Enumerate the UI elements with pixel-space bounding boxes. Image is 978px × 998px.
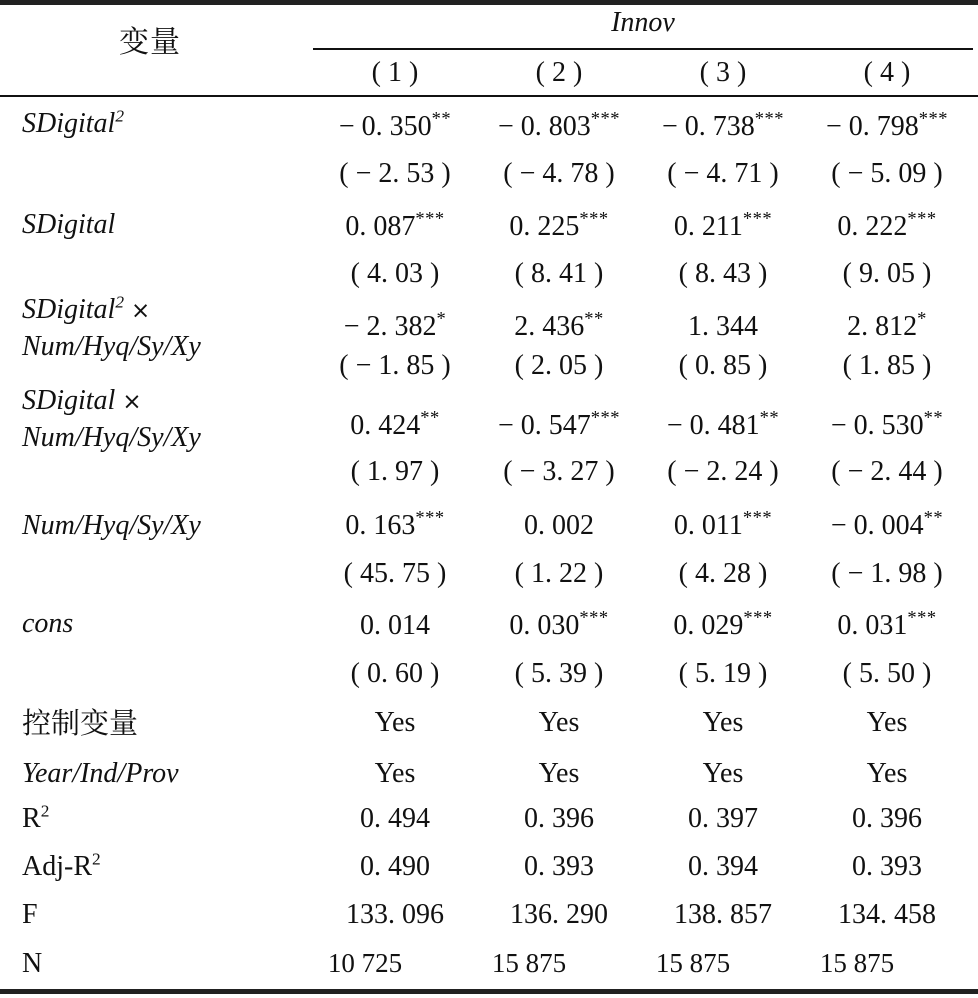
row-label-1: SDigital [22,209,116,240]
stat-value-r3-c2: 0. 393 [524,851,594,882]
t-statistic-r2-c1: ( − 1. 85 ) [339,350,451,381]
stat-value-r5-c2: 15 875 [491,948,567,978]
coefficient-r5-c1: 0. 014 [360,610,430,641]
row-label-2: SDigital$^2$ × Num/Hyq/Sy/Xy [22,292,201,362]
stat-value-r5-c1: 10 725 [327,948,403,978]
header-variable-label: 变量 [119,25,181,60]
stat-value-r5-c4: 15 875 [819,948,895,978]
column-header-4: ( 4 ) [863,57,911,88]
coefficient-r0-c1: − 0. 350** [338,108,452,142]
coefficient-r3-c1: 0. 424** [350,407,440,441]
coefficient-r3-c4: − 0. 530** [830,407,944,441]
coefficient-r2-c4: 2. 812* [847,308,927,342]
t-statistic-r1-c2: ( 8. 41 ) [514,258,604,289]
t-statistic-r3-c1: ( 1. 97 ) [350,456,440,487]
coefficient-r3-c2: − 0. 547*** [498,407,620,441]
coefficient-r5-c2: 0. 030*** [509,607,609,641]
coefficient-r1-c3: 0. 211*** [673,208,773,242]
column-header-2: ( 2 ) [535,57,583,88]
t-statistic-r1-c4: ( 9. 05 ) [842,258,932,289]
coefficient-r4-c1: 0. 163*** [345,507,445,541]
stat-value-r4-c3: 138. 857 [674,899,772,930]
t-statistic-r4-c1: ( 45. 75 ) [343,558,447,589]
t-statistic-r3-c4: ( − 2. 44 ) [831,456,943,487]
stat-value-r3-c3: 0. 394 [688,851,758,882]
t-statistic-r0-c3: ( − 4. 71 ) [667,158,779,189]
coefficient-r4-c2: 0. 002 [524,510,594,541]
stat-value-r0-c1: Yes [374,707,416,738]
stat-value-r3-c4: 0. 393 [852,851,922,882]
t-statistic-r1-c1: ( 4. 03 ) [350,258,440,289]
row-label-4: Num/Hyq/Sy/Xy [22,510,201,541]
stat-value-r1-c1: Yes [374,758,416,789]
coefficient-r5-c3: 0. 029*** [673,607,773,641]
stat-label-5: N [22,948,43,979]
stat-label-1: Year/Ind/Prov [22,758,179,789]
coefficient-r0-c2: − 0. 803*** [498,108,620,142]
row-label-0: SDigital$^2$ [22,106,125,139]
coefficient-r1-c1: 0. 087*** [345,208,445,242]
coefficient-r2-c3: 1. 344 [688,311,758,342]
stat-label-4: F [22,899,38,930]
stat-value-r1-c3: Yes [702,758,744,789]
t-statistic-r0-c2: ( − 4. 78 ) [503,158,615,189]
coefficient-r3-c3: − 0. 481** [666,407,780,441]
stat-value-r4-c2: 136. 290 [510,899,608,930]
stat-label-3: Adj-$R^2$ [22,849,101,882]
stat-value-r0-c3: Yes [702,707,744,738]
table-bottom-rule [0,989,978,994]
t-statistic-r4-c4: ( − 1. 98 ) [831,558,943,589]
table-header-rule [0,95,978,97]
stat-value-r0-c2: Yes [538,707,580,738]
stat-value-r3-c1: 0. 490 [360,851,430,882]
coefficient-r0-c3: − 0. 738*** [662,108,784,142]
stat-value-r1-c4: Yes [866,758,908,789]
coefficient-r5-c4: 0. 031*** [837,607,937,641]
table-top-rule [0,0,978,5]
stat-value-r2-c1: 0. 494 [360,803,430,834]
stat-value-r2-c3: 0. 397 [688,803,758,834]
stat-value-r4-c4: 134. 458 [838,899,936,930]
t-statistic-r0-c4: ( − 5. 09 ) [831,158,943,189]
t-statistic-r5-c3: ( 5. 19 ) [678,658,768,689]
stat-value-r1-c2: Yes [538,758,580,789]
stat-value-r2-c4: 0. 396 [852,803,922,834]
header-dependent-variable: Innov [611,7,675,38]
row-label-3: SDigital × Num/Hyq/Sy/Xy [22,385,201,453]
t-statistic-r4-c3: ( 4. 28 ) [678,558,768,589]
coefficient-r1-c4: 0. 222*** [837,208,937,242]
stat-label-2: $R^2$ [22,801,50,834]
stat-value-r2-c2: 0. 396 [524,803,594,834]
stat-value-r4-c1: 133. 096 [346,899,444,930]
stat-label-0: 控制变量 [22,706,139,740]
t-statistic-r4-c2: ( 1. 22 ) [514,558,604,589]
row-label-5: cons [22,608,74,639]
coefficient-r2-c1: − 2. 382* [343,308,447,342]
t-statistic-r2-c2: ( 2. 05 ) [514,350,604,381]
t-statistic-r1-c3: ( 8. 43 ) [678,258,768,289]
coefficient-r4-c3: 0. 011*** [673,507,773,541]
coefficient-r1-c2: 0. 225*** [509,208,609,242]
t-statistic-r2-c3: ( 0. 85 ) [678,350,768,381]
t-statistic-r5-c1: ( 0. 60 ) [350,658,440,689]
dependent-variable-span-rule [313,48,973,50]
stat-value-r5-c3: 15 875 [655,948,731,978]
t-statistic-r3-c3: ( − 2. 24 ) [667,456,779,487]
column-header-1: ( 1 ) [371,57,419,88]
t-statistic-r2-c4: ( 1. 85 ) [842,350,932,381]
column-header-3: ( 3 ) [699,57,747,88]
t-statistic-r3-c2: ( − 3. 27 ) [503,456,615,487]
coefficient-r4-c4: − 0. 004** [830,507,944,541]
coefficient-r2-c2: 2. 436** [514,308,604,342]
stat-value-r0-c4: Yes [866,707,908,738]
t-statistic-r0-c1: ( − 2. 53 ) [339,158,451,189]
t-statistic-r5-c2: ( 5. 39 ) [514,658,604,689]
coefficient-r0-c4: − 0. 798*** [826,108,948,142]
t-statistic-r5-c4: ( 5. 50 ) [842,658,932,689]
